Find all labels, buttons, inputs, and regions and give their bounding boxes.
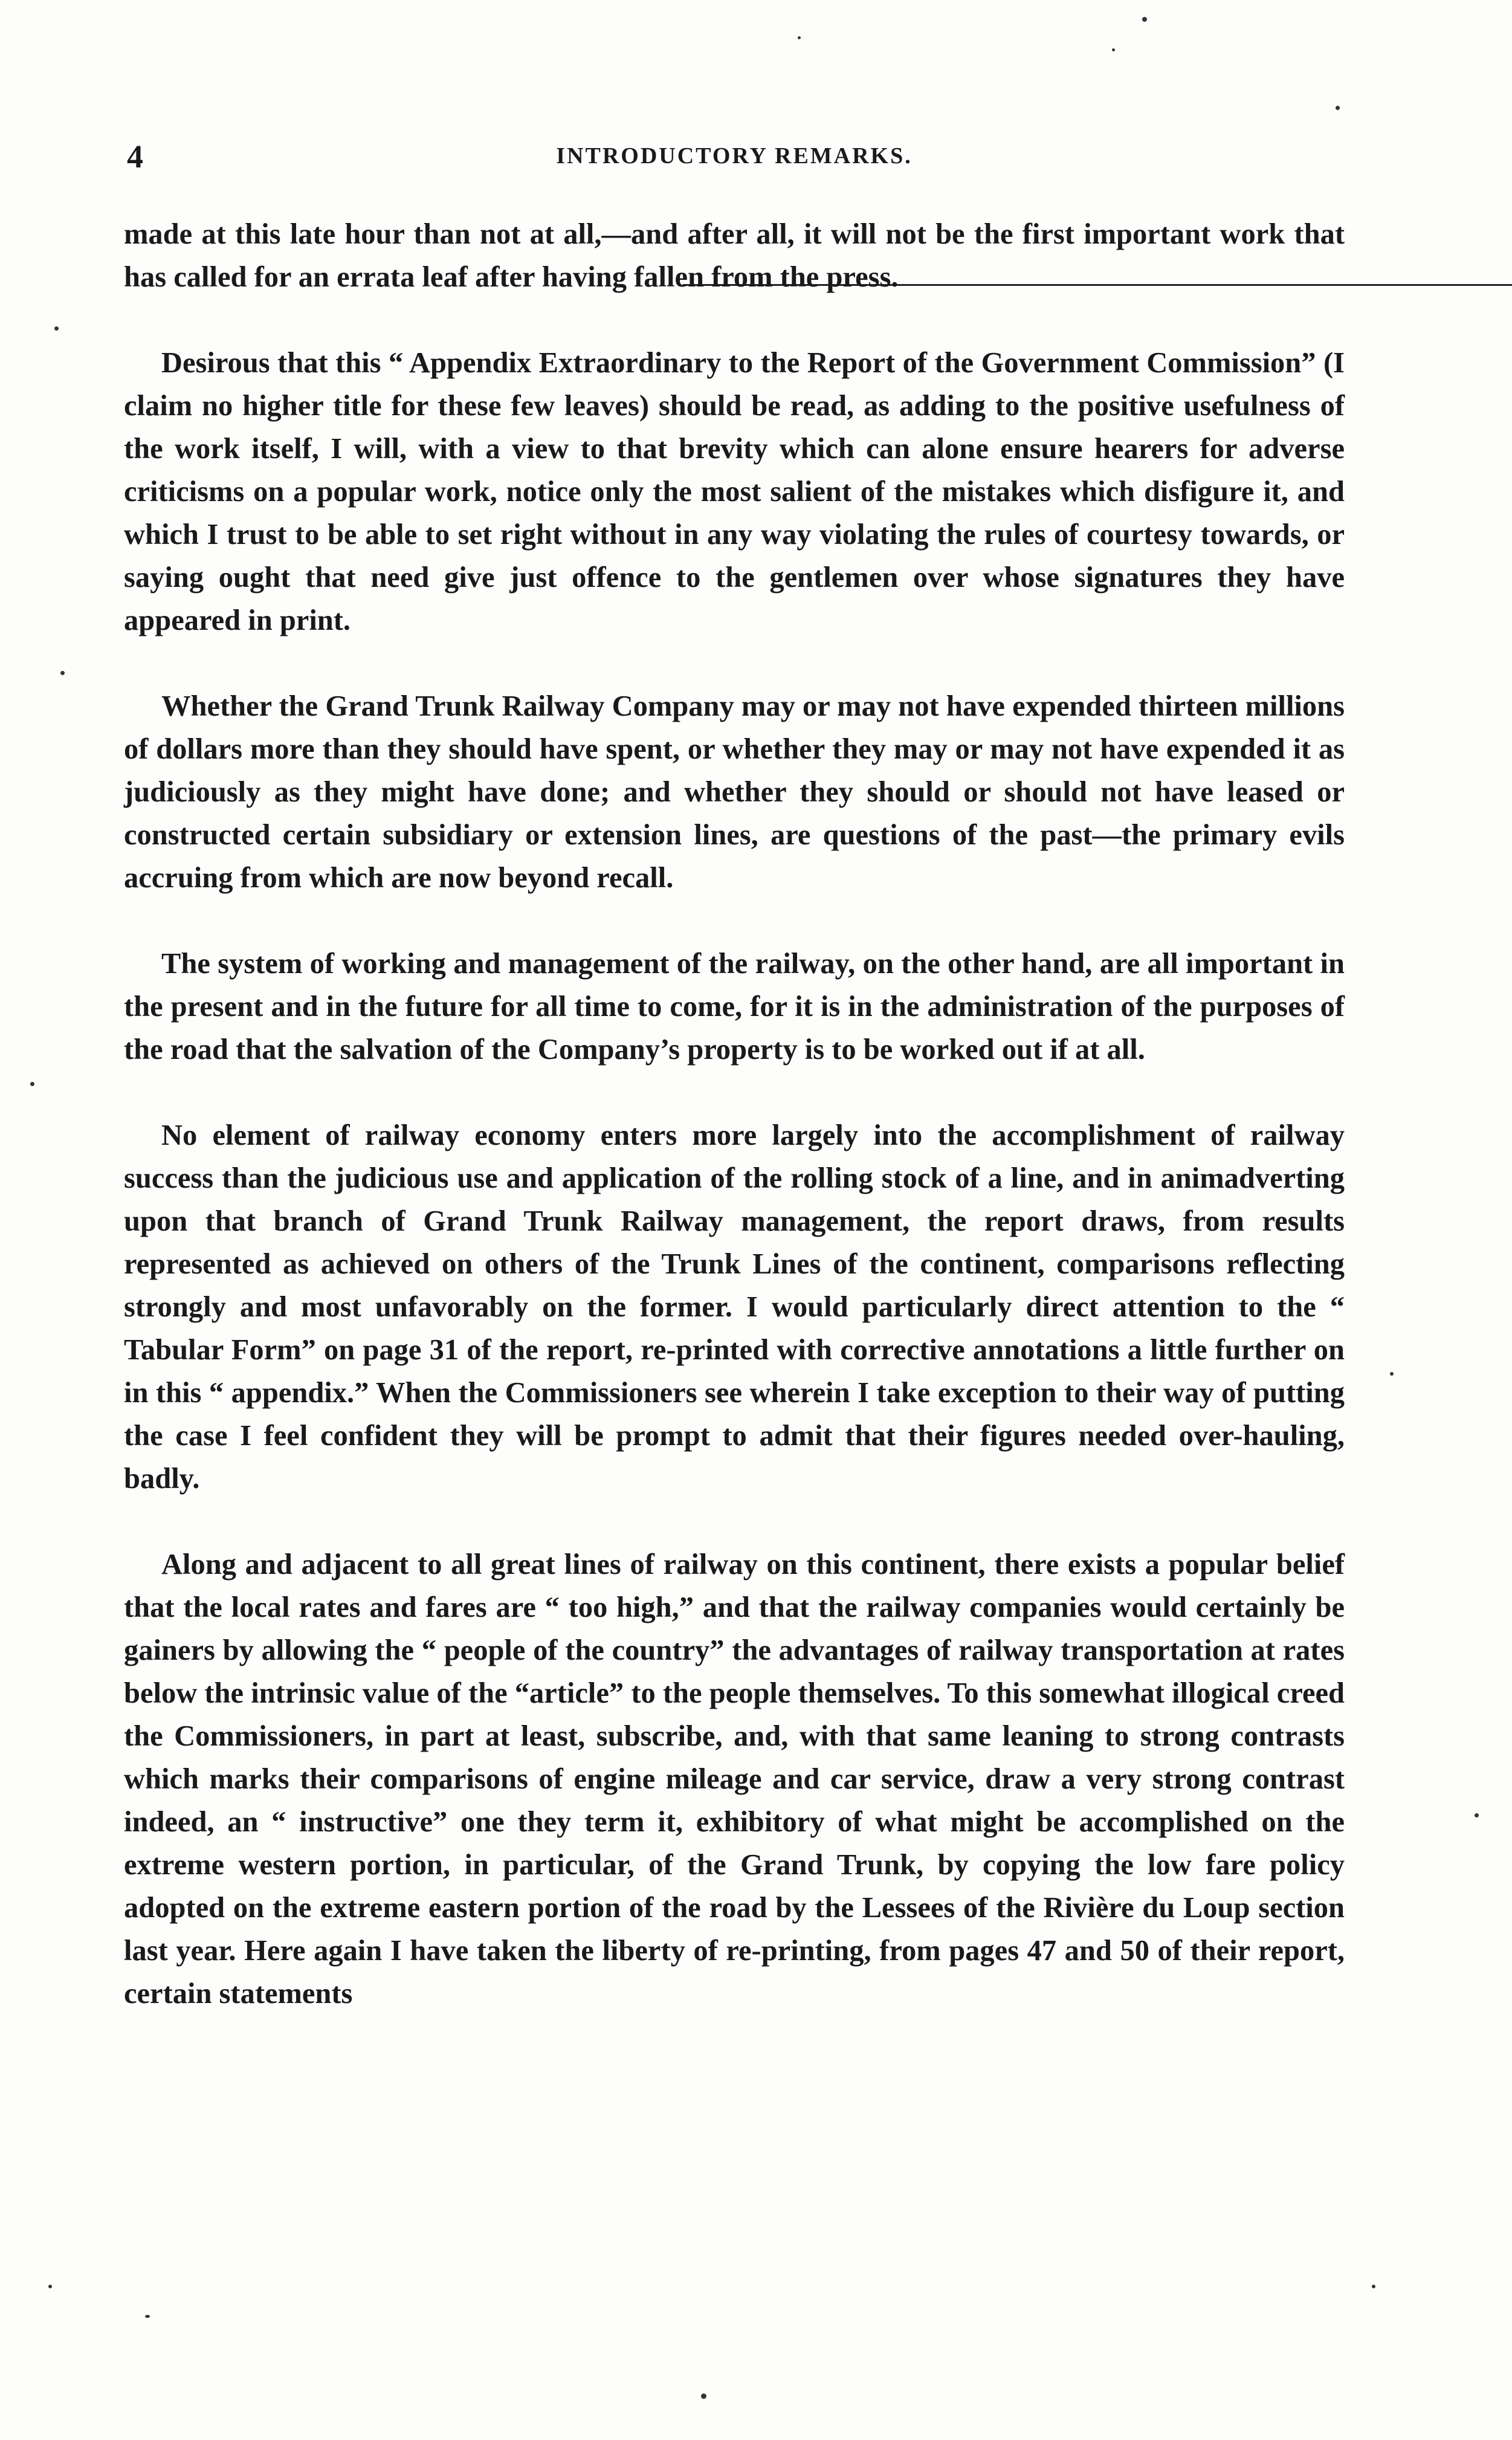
- scan-speck: [701, 2393, 706, 2399]
- page-number: 4: [127, 138, 143, 175]
- scan-speck: [1142, 17, 1147, 22]
- body-text: [124, 213, 1345, 2058]
- scan-speck: [30, 1082, 34, 1086]
- scan-speck: [1390, 1372, 1394, 1376]
- scan-speck: [60, 671, 65, 675]
- scan-speck: [54, 326, 59, 331]
- page-header: [127, 138, 1342, 174]
- paragraph-2: Desirous that this “ Appendix Extraordinary to the Report of the Government Commission” (I claim no higher title for these few leaves) should be read, as adding to the positive usefulness of the work itself, I will, with a view to that brevity which can alone ensure hearers for adverse criticisms on a popular work, notice only the most salient of the mistakes which disfigure it, and which I trust to be able to set right without in any way violating the rules of courtesy towards, or saying ought that need give just offence to the gentlemen over whose signatures they have appeared in print.: [124, 347, 1345, 636]
- paragraph-4: The system of working and management of the railway, on the other hand, are all important in the present and in the future for all time to come, for it is in the administration of the purposes of the road that the salvation of the Company’s property is to be worked out if at all.: [124, 948, 1345, 1066]
- scan-speck: [1112, 48, 1115, 51]
- paragraph-5: No element of railway economy enters more largely into the accomplishment of railway success than the judicious use and application of the rolling stock of a line, and in animadverting upon that branch of Grand Trunk Railway management, the report draws, from results represented as achieved on others of the Trunk Lines of the continent, comparisons reflecting strongly and most unfavorably on the former. I would particularly direct attention to the “ Tabular Form” on page 31 of the report, re-printed with corrective annotations a little further on in this “ appendix.” When the Commissioners see wherein I take exception to their way of putting the case I feel confident they will be prompt to admit that their figures needed over-hauling, badly.: [124, 1119, 1345, 1495]
- scan-speck: [1336, 106, 1340, 110]
- paragraph-1: made at this late hour than not at all,—and after all, it will not be the first important work that has called for an errata leaf after having fallen from the press.: [124, 218, 1345, 293]
- scan-speck: [48, 2285, 52, 2288]
- running-title: INTRODUCTORY REMARKS.: [556, 143, 913, 169]
- paragraph-3: Whether the Grand Trunk Railway Company may or may not have expended thirteen millions of dollars more than they should have spent, or whether they may or may not have expended it as judiciously as they might have done; and whether they should or should not have leased or constructed certain subsidiary or extension lines, are questions of the past—the primary evils accruing from which are now beyond recall.: [124, 690, 1345, 894]
- scan-speck: [1475, 1813, 1479, 1817]
- scan-speck: [798, 36, 801, 39]
- scan-speck: [145, 2315, 150, 2318]
- scan-speck: [1372, 2285, 1375, 2288]
- paragraph-6: Along and adjacent to all great lines of railway on this continent, there exists a popular belief that the local rates and fares are “ too high,” and that the railway companies would certainly be gainers by allowing the “ people of the country” the advantages of railway transportation at rates below the intrinsic value of the “article” to the people themselves. To this somewhat illogical creed the Commissioners, in part at least, subscribe, and, with that same leaning to strong contrasts which marks their comparisons of engine mileage and car service, draw a very strong contrast indeed, an “ instructive” one they term it, exhibitory of what might be accomplished on the extreme western portion, in particular, of the Grand Trunk, by copying the low fare policy adopted on the extreme eastern portion of the road by the Lessees of the Rivière du Loup section last year. Here again I have taken the liberty of re-printing, from pages 47 and 50 of their report, certain statements: [124, 1548, 1345, 2010]
